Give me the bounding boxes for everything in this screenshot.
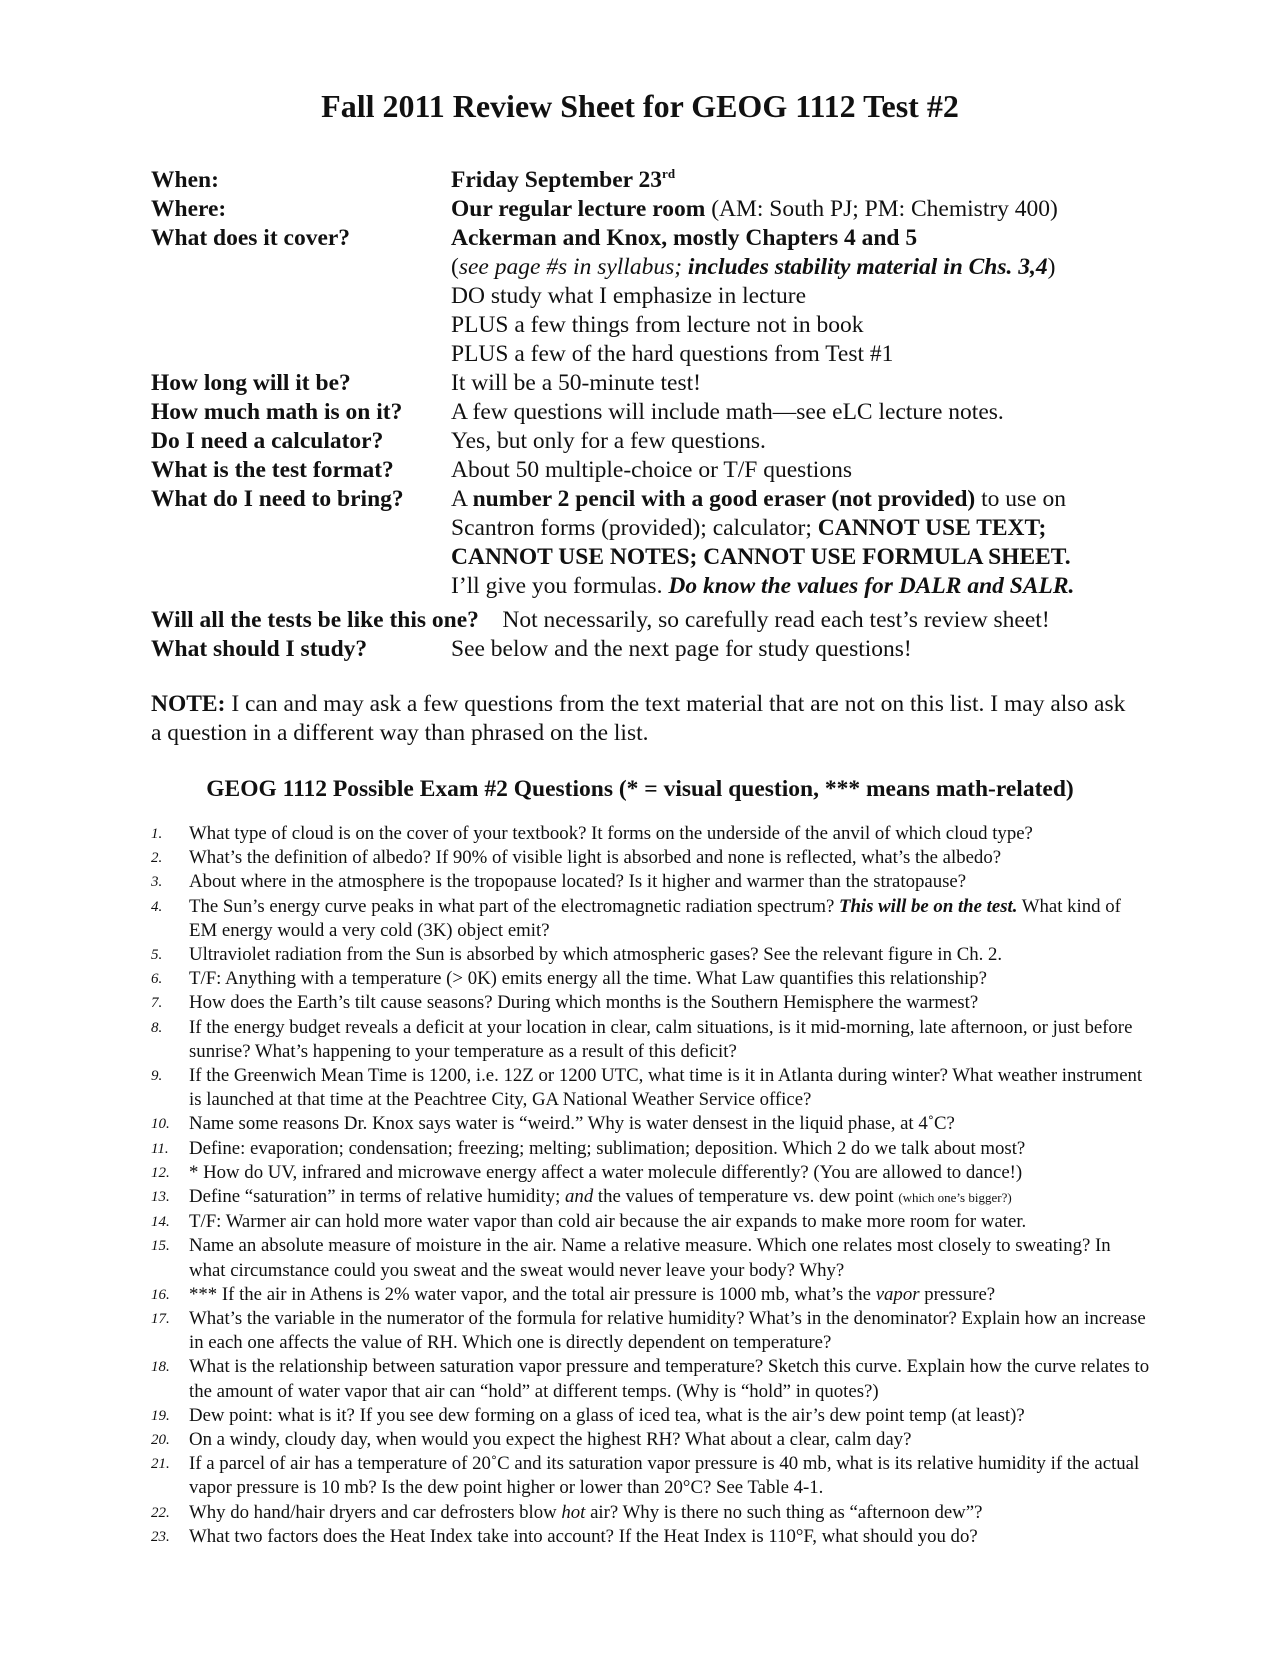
question-italic: hot	[561, 1501, 586, 1523]
bring-text: Scantron forms (provided); calculator;	[451, 515, 818, 541]
question-emph: This will be on the test.	[838, 895, 1018, 917]
question-text	[189, 846, 1151, 870]
question-text	[189, 1283, 1151, 1307]
question-text: What type of cloud is on the cover of your textbook? It forms on the underside of the anvil of which cloud type?	[189, 823, 1033, 844]
faq-answer	[451, 166, 1171, 195]
question-text: Name an absolute measure of moisture in the air. Name a relative measure. Which one relates most closely to sweating? In what circumstance could you sweat and the sweat would never leave your body? Why?	[189, 1235, 1111, 1281]
question-text: What two factors does the Heat Index take into account? If the Heat Index is 110°F, what should you do?	[189, 1525, 978, 1547]
question-text: Dew point: what is it? If you see dew forming on a glass of iced tea, what is the air’s dew point temp (at least)?	[189, 1404, 1025, 1426]
question-number: 21.	[151, 1456, 170, 1473]
faq-row-where	[151, 195, 1171, 224]
question-item	[151, 822, 1151, 846]
question-text: About where in the atmosphere is the tropopause located? Is it higher and warmer than the stratopause?	[189, 871, 967, 893]
question-text	[189, 1428, 1151, 1452]
question-text: * How do UV, infrared and microwave energy affect a water molecule differently? (You are allowed to dance!)	[189, 1161, 1023, 1183]
question-text	[189, 1137, 1151, 1161]
when-suffix: rd	[662, 166, 676, 182]
question-text: *** If the air in Athens is 2% water vapor, and the total air pressure is 1000 mb, what’s the	[189, 1283, 876, 1305]
question-text: Why do hand/hair dryers and car defrosters blow	[189, 1501, 562, 1523]
cover-line: PLUS a few of the hard questions from Test #1	[451, 341, 894, 367]
faq-row-when	[151, 166, 1171, 195]
question-item	[151, 870, 1151, 894]
question-item	[151, 1501, 1151, 1525]
question-item	[151, 1404, 1151, 1428]
question-text	[189, 870, 1151, 894]
study-answer: See below and the next page for study questions!	[451, 636, 912, 662]
question-text: T/F: Warmer air can hold more water vapor than cold air because the air expands to make more room for water.	[189, 1211, 1027, 1233]
where-answer-bold: Our regular lecture room	[451, 196, 706, 222]
question-text	[189, 1210, 1151, 1234]
cover-italic: see page #s in syllabus;	[458, 254, 688, 280]
question-text	[189, 1452, 1151, 1500]
question-text: What’s the definition of albedo? If 90% of visible light is absorbed and none is reflected, what’s the albedo?	[189, 847, 1002, 869]
note-label: NOTE:	[151, 691, 226, 717]
bring-line: CANNOT USE NOTES; CANNOT USE FORMULA SHEET.	[451, 544, 1071, 570]
question-number: 15.	[151, 1238, 170, 1255]
cover-line	[451, 253, 1171, 282]
question-text: What is the relationship between saturation vapor pressure and temperature? Sketch this curve. Explain how the curve relates to the amount of water vapor that air can “hold” at different temps. (Why is “hold” in quotes?)	[189, 1356, 1150, 1402]
question-item	[151, 1525, 1151, 1549]
question-text	[189, 1307, 1151, 1355]
faq-row-cover	[151, 224, 1171, 369]
question-italic: vapor	[875, 1283, 920, 1305]
question-text	[189, 1234, 1151, 1282]
faq-question: What do I need to bring?	[151, 486, 404, 512]
question-item	[151, 967, 1151, 991]
bring-bold: number 2 pencil with a good eraser (not provided)	[472, 486, 976, 512]
question-item	[151, 1452, 1151, 1500]
question-text2: What kind of EM energy would a very cold (3K) object emit?	[189, 895, 1121, 941]
question-text	[189, 991, 1151, 1015]
question-number: 17.	[151, 1311, 170, 1328]
question-text	[189, 1016, 1151, 1064]
question-text	[189, 1525, 1151, 1549]
bring-text: A	[451, 486, 473, 512]
question-text	[189, 1355, 1151, 1403]
question-number: 2.	[151, 850, 163, 867]
faq-row-math	[151, 398, 1171, 427]
question-number: 10.	[151, 1116, 170, 1133]
question-text: What’s the variable in the numerator of the formula for relative humidity? What’s in the denominator? Explain how an increase in each one affects the value of RH. Which one is directly dependent on temperature?	[189, 1308, 1146, 1354]
bring-line	[451, 485, 1171, 514]
question-number: 8.	[151, 1019, 163, 1036]
question-number: 11.	[151, 1140, 169, 1157]
question-text2: pressure?	[919, 1283, 996, 1305]
faq-answer: It will be a 50-minute test!	[451, 370, 701, 396]
when-answer: Friday September 23	[451, 167, 663, 193]
faq-answer	[451, 224, 1171, 369]
question-item	[151, 1161, 1151, 1185]
question-text	[189, 1161, 1151, 1185]
tests-answer: Not necessarily, so carefully read each test’s review sheet!	[502, 607, 1050, 633]
question-item	[151, 895, 1151, 943]
question-text	[189, 967, 1151, 991]
question-item	[151, 1137, 1151, 1161]
faq-section	[151, 166, 1171, 601]
question-text	[189, 1112, 1151, 1136]
question-text2: the values of temperature vs. dew point	[593, 1186, 899, 1208]
question-text	[189, 1501, 1151, 1525]
paren-close: )	[1047, 254, 1056, 280]
question-item	[151, 1428, 1151, 1452]
question-number: 20.	[151, 1432, 170, 1449]
question-item	[151, 991, 1151, 1015]
question-number: 13.	[151, 1189, 170, 1206]
question-text: Name some reasons Dr. Knox says water is “weird.” Why is water densest in the liquid phase, at 4˚C?	[189, 1113, 955, 1135]
bring-bold-italic: Do know the values for DALR and SALR.	[668, 573, 1075, 599]
cover-line: DO study what I emphasize in lecture	[451, 283, 807, 309]
question-italic: and	[565, 1186, 594, 1208]
question-text	[189, 1185, 1151, 1210]
question-text: If the energy budget reveals a deficit at your location in clear, calm situations, is it mid-morning, late afternoon, or just before sunrise? What’s happening to your temperature as a result of this deficit?	[189, 1016, 1133, 1062]
question-number: 16.	[151, 1286, 170, 1303]
faq-question: What does it cover?	[151, 225, 351, 251]
study-question: What should I study?	[151, 636, 368, 662]
faq-question: Do I need a calculator?	[151, 428, 384, 454]
note-paragraph	[151, 690, 1131, 748]
questions-title: GEOG 1112 Possible Exam #2 Questions (* = visual question, *** means math-related)	[206, 776, 1074, 802]
question-text	[189, 822, 1151, 846]
question-text	[189, 895, 1151, 943]
bring-text: I’ll give you formulas.	[451, 573, 669, 599]
note-text: I can and may ask a few questions from the text material that are not on this list. I may also ask a question in a different way than phrased on the list.	[151, 691, 1126, 746]
question-text: T/F: Anything with a temperature (> 0K) emits energy all the time. What Law quantifies this relationship?	[189, 968, 988, 990]
bring-line	[451, 572, 1171, 601]
question-number: 5.	[151, 947, 163, 964]
faq-answer	[451, 485, 1171, 601]
faq-answer: About 50 multiple-choice or T/F questions	[451, 457, 852, 483]
question-text: If a parcel of air has a temperature of 20˚C and its saturation vapor pressure is 40 mb, what is its relative humidity if the actual vapor pressure is 10 mb? Is the dew point higher or lower than 20°C? See Table 4-1.	[189, 1453, 1140, 1499]
question-text: If the Greenwich Mean Time is 1200, i.e. 12Z or 1200 UTC, what time is it in Atlanta during winter? What weather instrument is launched at that time at the Peachtree City, GA National Weather Service office?	[189, 1065, 1143, 1111]
tests-question: Will all the tests be like this one?	[151, 607, 479, 633]
faq-row-calculator	[151, 427, 1171, 456]
question-number: 19.	[151, 1407, 170, 1424]
faq-row-bring	[151, 485, 1171, 601]
faq-answer: Yes, but only for a few questions.	[451, 428, 766, 454]
question-text: How does the Earth’s tilt cause seasons? During which months is the Southern Hemisphere the warmest?	[189, 992, 979, 1014]
question-number: 23.	[151, 1528, 170, 1545]
cover-line: PLUS a few things from lecture not in book	[451, 312, 864, 338]
question-text: Ultraviolet radiation from the Sun is absorbed by which atmospheric gases? See the relevant figure in Ch. 2.	[189, 944, 1003, 966]
question-text: Define “saturation” in terms of relative humidity;	[189, 1186, 566, 1208]
page-title: Fall 2011 Review Sheet for GEOG 1112 Test #2	[321, 88, 959, 124]
faq-row-length	[151, 369, 1171, 398]
question-number: 4.	[151, 898, 163, 915]
faq-question: Where:	[151, 196, 227, 222]
question-item	[151, 1016, 1151, 1064]
question-item	[151, 1185, 1151, 1210]
question-text: The Sun’s energy curve peaks in what part of the electromagnetic radiation spectrum?	[189, 895, 839, 917]
paren-open: (	[451, 254, 459, 280]
question-item	[151, 846, 1151, 870]
question-number: 1.	[151, 826, 163, 842]
where-answer-rest: (AM: South PJ; PM: Chemistry 400)	[705, 196, 1058, 222]
question-item	[151, 1210, 1151, 1234]
faq-question: When:	[151, 167, 219, 193]
bring-text: to use on	[975, 486, 1066, 512]
question-item	[151, 1234, 1151, 1282]
question-item	[151, 1283, 1151, 1307]
bring-bold: CANNOT USE TEXT;	[817, 515, 1047, 541]
question-number: 12.	[151, 1164, 170, 1181]
question-text	[189, 1064, 1151, 1112]
question-text2: air? Why is there no such thing as “afternoon dew”?	[585, 1501, 983, 1523]
cover-line: Ackerman and Knox, mostly Chapters 4 and 5	[451, 225, 918, 251]
question-small: (which one’s bigger?)	[898, 1190, 1012, 1206]
question-item	[151, 943, 1151, 967]
question-item	[151, 1112, 1151, 1136]
faq-question: How much math is on it?	[151, 399, 403, 425]
faq-answer: A few questions will include math—see eLC lecture notes.	[451, 399, 1004, 425]
question-list	[151, 822, 1151, 1549]
bring-line	[451, 514, 1171, 543]
question-number: 7.	[151, 995, 163, 1012]
question-text	[189, 943, 1151, 967]
question-text: Define: evaporation; condensation; freezing; melting; sublimation; deposition. Which 2 do we talk about most?	[189, 1137, 1026, 1159]
faq-question: What is the test format?	[151, 457, 394, 483]
faq-row-format	[151, 456, 1171, 485]
study-line	[151, 635, 1171, 664]
question-item	[151, 1064, 1151, 1112]
faq-question: How long will it be?	[151, 370, 351, 396]
question-text: On a windy, cloudy day, when would you expect the highest RH? What about a clear, calm day?	[189, 1429, 912, 1451]
question-number: 18.	[151, 1359, 170, 1376]
faq-answer	[451, 195, 1171, 224]
question-item	[151, 1307, 1151, 1355]
question-item	[151, 1355, 1151, 1403]
question-number: 22.	[151, 1504, 170, 1521]
question-number: 14.	[151, 1214, 170, 1231]
tests-line	[151, 606, 1050, 635]
question-number: 6.	[151, 971, 163, 988]
question-text	[189, 1404, 1151, 1428]
cover-bold-italic: includes stability material in Chs. 3,4	[687, 254, 1048, 280]
question-number: 3.	[151, 874, 163, 891]
question-number: 9.	[151, 1068, 163, 1085]
